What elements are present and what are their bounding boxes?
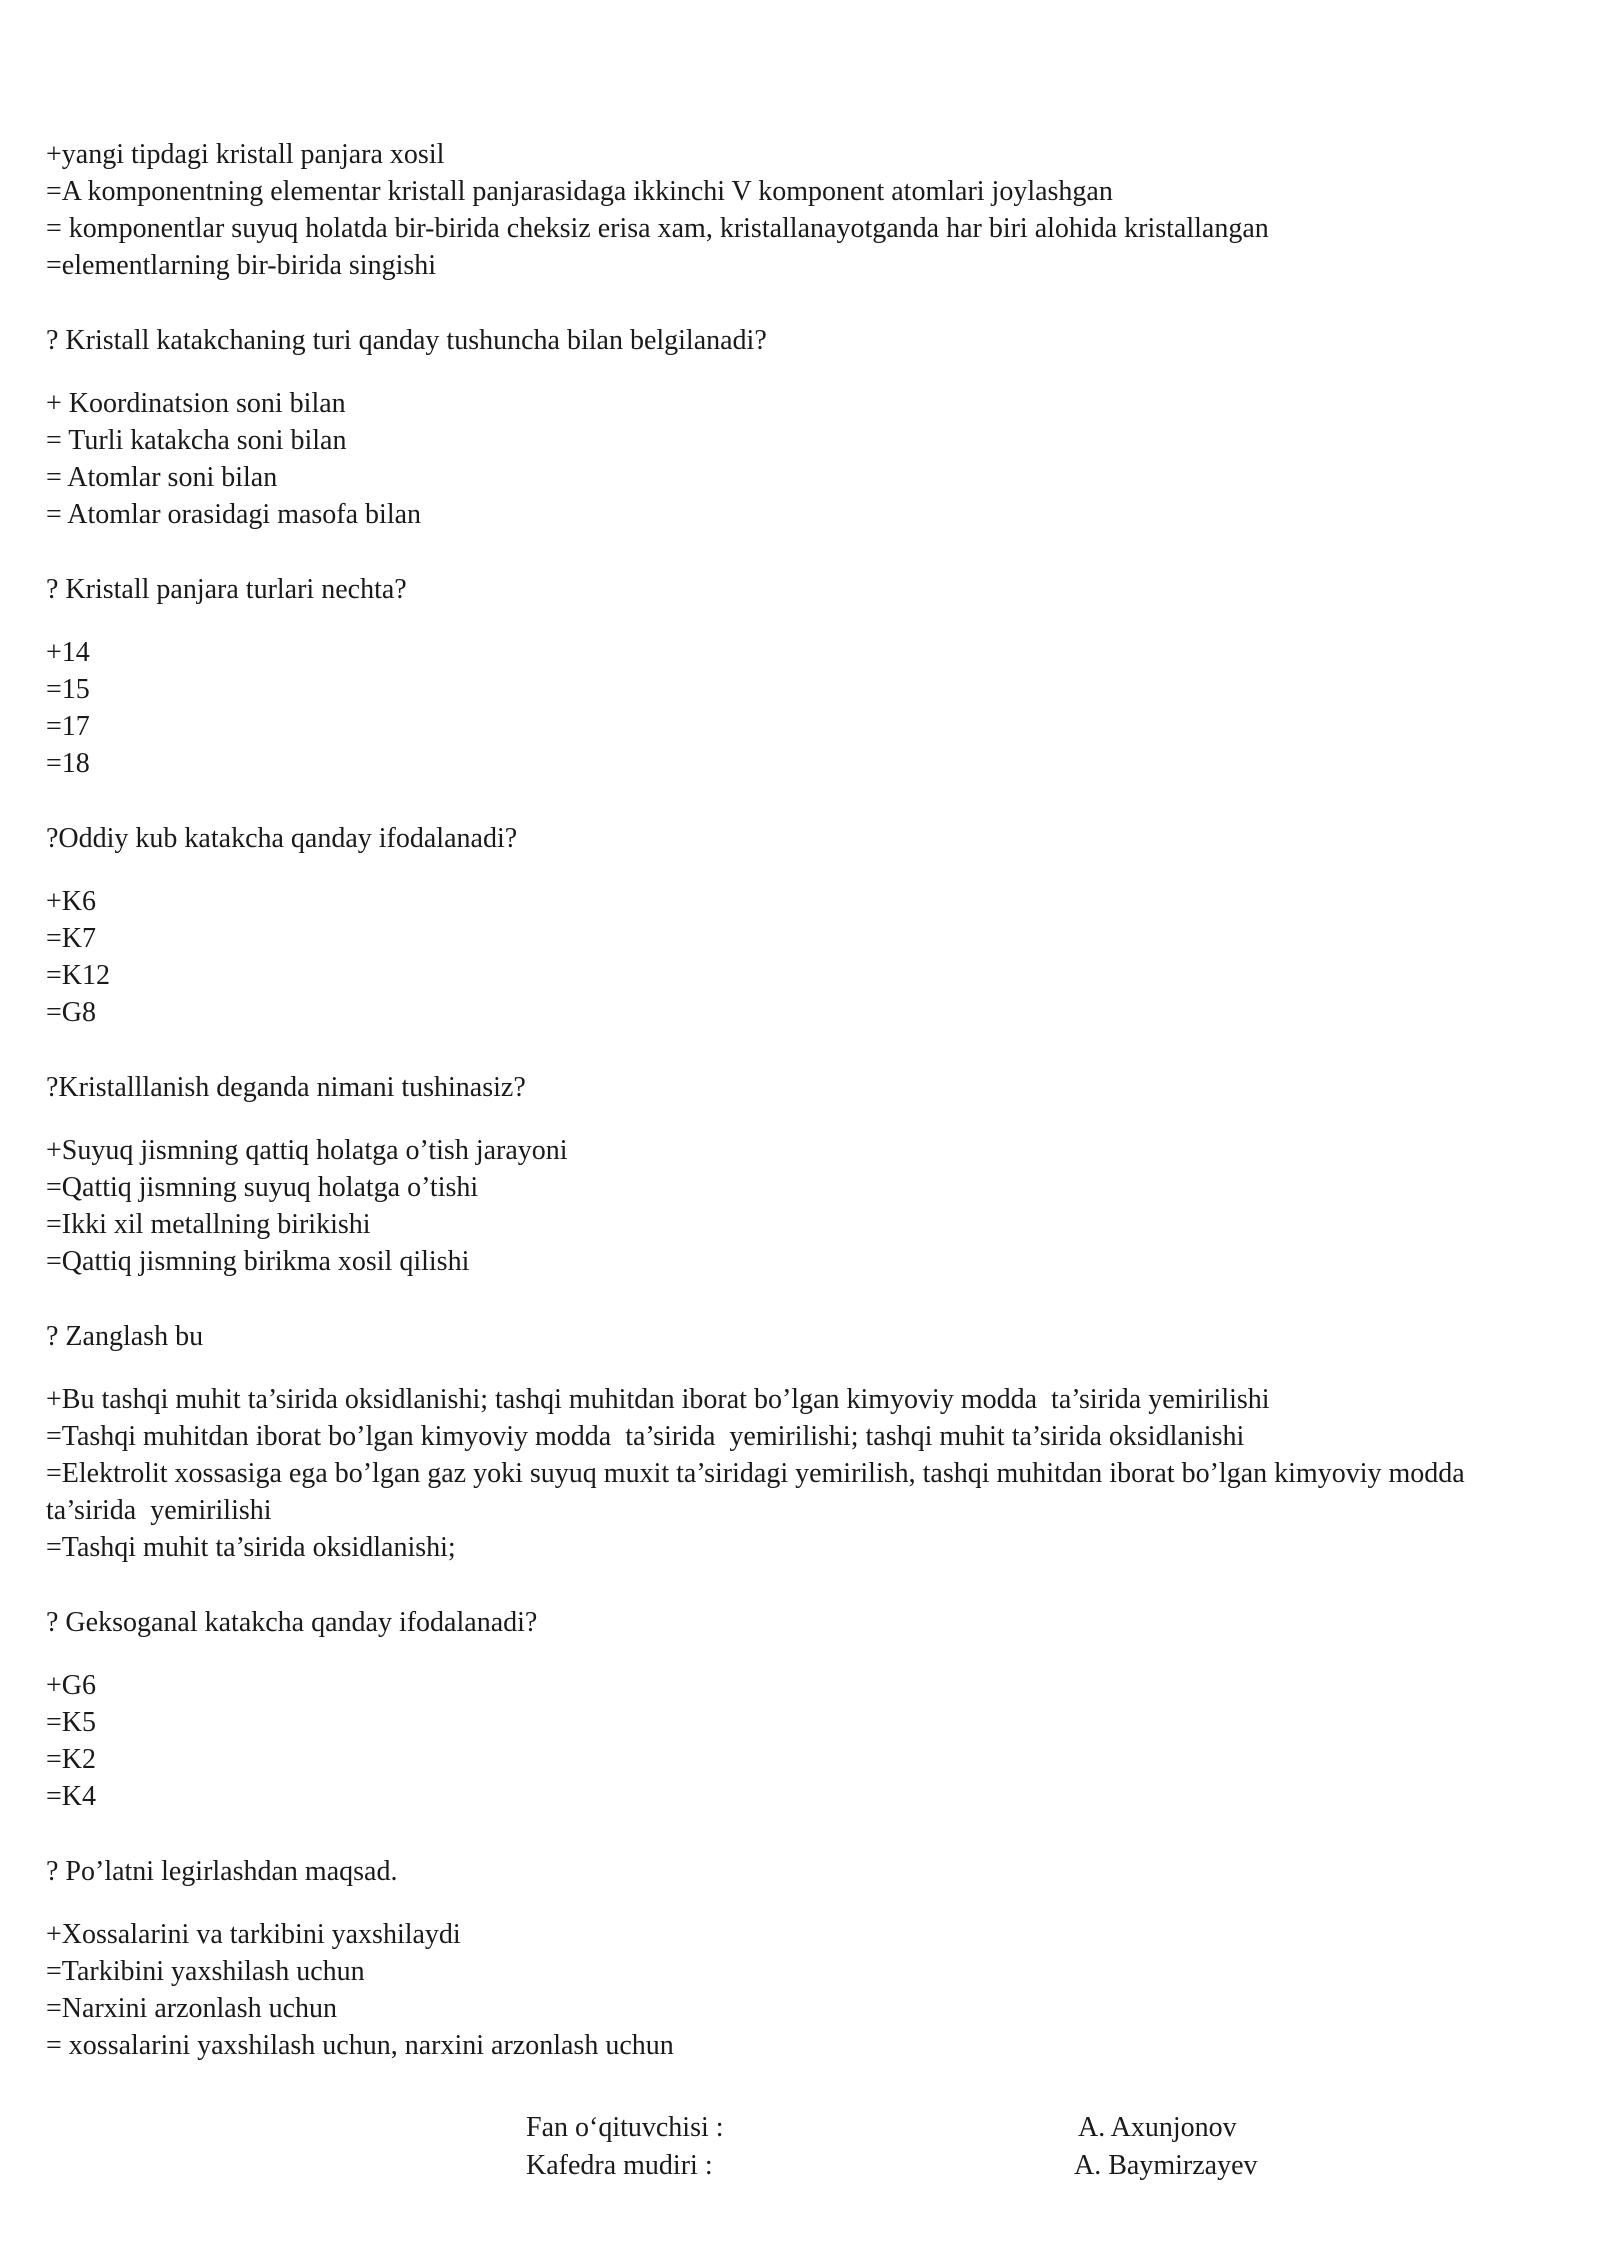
intro-answer-block: [46, 136, 1506, 284]
answer-option: =Narxini arzonlash uchun: [46, 1993, 338, 2024]
answer-option: +Xossalarini va tarkibini yaxshilaydi: [46, 1919, 461, 1950]
answer-option: =Tashqi muhitdan iborat bo’lgan kimyoviy modda ta’sirida yemirilishi; tashqi muhit ta’sirida oksidlanishi: [46, 1421, 1245, 1452]
answer-option: =15: [46, 674, 90, 705]
question-text: ? Geksoganal katakcha qanday ifodalanadi?: [46, 1607, 538, 1638]
answer-option: =Tarkibini yaxshilash uchun: [46, 1956, 365, 1987]
answer-option: = Turli katakcha soni bilan: [46, 425, 347, 456]
answer-option: +G6: [46, 1670, 97, 1701]
answer-option: +K6: [46, 886, 97, 917]
answer-option: =Elektrolit xossasiga ega bo’lgan gaz yoki suyuq muxit ta’siridagi yemirilish, tashqi muhitdan iborat bo’lgan kimyoviy modda ta’sirida yemirilishi: [46, 1458, 1472, 1526]
answer-option: =A komponentning elementar kristall panjarasidaga ikkinchi V komponent atomlari joylashgan: [46, 176, 1113, 207]
question-block: [46, 1318, 1506, 1566]
answer-option: +14: [46, 637, 90, 668]
answer-option: =K5: [46, 1707, 97, 1738]
answer-option: =K2: [46, 1744, 97, 1775]
answer-option: +Suyuq jismning qattiq holatga o’tish jarayoni: [46, 1135, 568, 1166]
question-block: [46, 1853, 1506, 2064]
signature-name: A. Axunjonov: [1078, 2112, 1237, 2143]
question-block: [46, 820, 1506, 1031]
question-text: ? Zanglash bu: [46, 1321, 204, 1352]
answer-option: =Ikki xil metallning birikishi: [46, 1209, 371, 1240]
question-text: ?Oddiy kub katakcha qanday ifodalanadi?: [46, 823, 518, 854]
signature-label: Kafedra mudiri :: [526, 2150, 713, 2181]
signature-label: Fan o‘qituvchisi :: [526, 2112, 724, 2143]
answer-option: =17: [46, 711, 90, 742]
answer-option: =K4: [46, 1781, 97, 1812]
answer-option: =Qattiq jismning birikma xosil qilishi: [46, 1246, 470, 1277]
answer-option: =Qattiq jismning suyuq holatga o’tishi: [46, 1172, 479, 1203]
answer-option: + Koordinatsion soni bilan: [46, 388, 346, 419]
question-block: [46, 1604, 1506, 1815]
question-text: ? Kristall panjara turlari nechta?: [46, 574, 407, 605]
answer-option: =K7: [46, 923, 97, 954]
answer-option: +yangi tipdagi kristall panjara xosil: [46, 139, 445, 170]
question-block: [46, 322, 1506, 533]
answer-option: = xossalarini yaxshilash uchun, narxini arzonlash uchun: [46, 2030, 674, 2061]
question-text: ? Po’latni legirlashdan maqsad.: [46, 1856, 398, 1887]
document-body: [46, 136, 1506, 2064]
answer-option: = Atomlar soni bilan: [46, 462, 278, 493]
question-block: [46, 1069, 1506, 1280]
answer-option: =elementlarning bir-birida singishi: [46, 250, 437, 281]
signature-name: A. Baymirzayev: [1074, 2150, 1258, 2181]
signature-row-teacher: [526, 2109, 1326, 2147]
answer-option: = Atomlar orasidagi masofa bilan: [46, 499, 422, 530]
question-text: ?Kristalllanish deganda nimani tushinasiz?: [46, 1072, 526, 1103]
answer-option: +Bu tashqi muhit ta’sirida oksidlanishi; tashqi muhitdan iborat bo’lgan kimyoviy modda ta’sirida yemirilishi: [46, 1384, 1270, 1415]
answer-option: =Tashqi muhit ta’sirida oksidlanishi;: [46, 1532, 456, 1563]
question-block: [46, 571, 1506, 782]
signature-block: [526, 2109, 1326, 2185]
answer-option: =18: [46, 748, 90, 779]
signature-row-head: [526, 2147, 1326, 2185]
answer-option: = komponentlar suyuq holatda bir-birida cheksiz erisa xam, kristallanayotganda har biri alohida kristallangan: [46, 213, 1269, 244]
answer-option: =G8: [46, 997, 97, 1028]
question-text: ? Kristall katakchaning turi qanday tushuncha bilan belgilanadi?: [46, 325, 767, 356]
answer-option: =K12: [46, 960, 111, 991]
